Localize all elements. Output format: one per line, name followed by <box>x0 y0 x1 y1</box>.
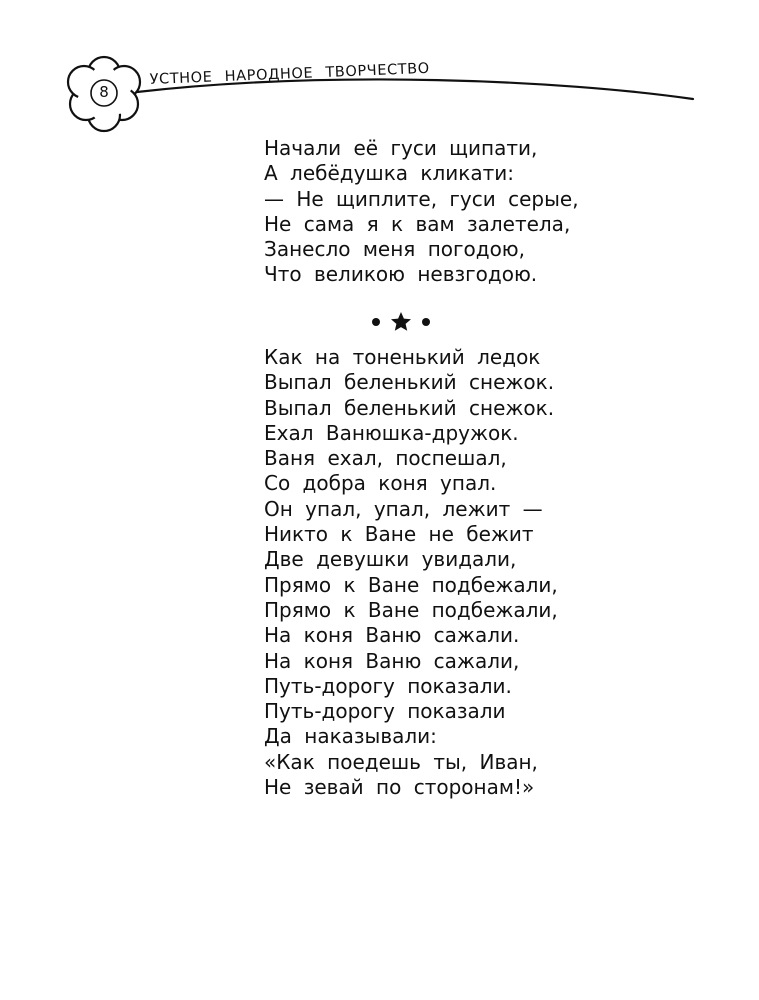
verse-line: Да наказывали: <box>264 724 437 749</box>
verse-line: Что великою невзгодою. <box>264 262 538 287</box>
verse-line: Он упал, упал, лежит — <box>264 496 543 521</box>
verse-line: На коня Ваню сажали, <box>264 648 520 673</box>
stanza-2 <box>264 345 734 800</box>
page-number: 8 <box>99 83 109 101</box>
stanza-divider <box>366 310 436 334</box>
verse-line: А лебёдушка кликати: <box>264 161 515 186</box>
verse-line: Выпал беленький снежок. <box>264 395 555 420</box>
verse-line: Не сама я к вам залетела, <box>264 211 571 236</box>
verse-line: Прямо к Ване подбежали, <box>264 572 558 597</box>
verse-line: Не зевай по сторонам!» <box>264 775 535 800</box>
verse-line: Выпал беленький снежок. <box>264 370 555 395</box>
divider-dot-left <box>372 318 380 326</box>
verse-line: Прямо к Ване подбежали, <box>264 597 558 622</box>
verse-line: Ваня ехал, поспешал, <box>264 446 507 471</box>
verse-line: Путь-дорогу показали <box>264 699 506 724</box>
running-title: УСТНОЕ НАРОДНОЕ ТВОРЧЕСТВО <box>149 60 431 88</box>
stanza-1 <box>264 136 734 288</box>
divider-dot-right <box>422 318 430 326</box>
verse-line: Ехал Ванюшка-дружок. <box>264 420 519 445</box>
verse-line: Как на тоненький ледок <box>264 345 541 369</box>
verse-line: Начали её гуси щипати, <box>264 136 538 160</box>
verse-line: Занесло меня погодою, <box>264 237 526 262</box>
verse-line: На коня Ваню сажали. <box>264 623 520 648</box>
verse-line: Путь-дорогу показали. <box>264 673 512 698</box>
verse-line: Никто к Ване не бежит <box>264 522 534 547</box>
verse-line: Две девушки увидали, <box>264 547 517 572</box>
verse-line: «Как поедешь ты, Иван, <box>264 749 538 774</box>
star-icon <box>391 312 411 331</box>
verse-line: — Не щиплите, гуси серые, <box>264 186 579 211</box>
verse-line: Со добра коня упал. <box>264 471 497 496</box>
